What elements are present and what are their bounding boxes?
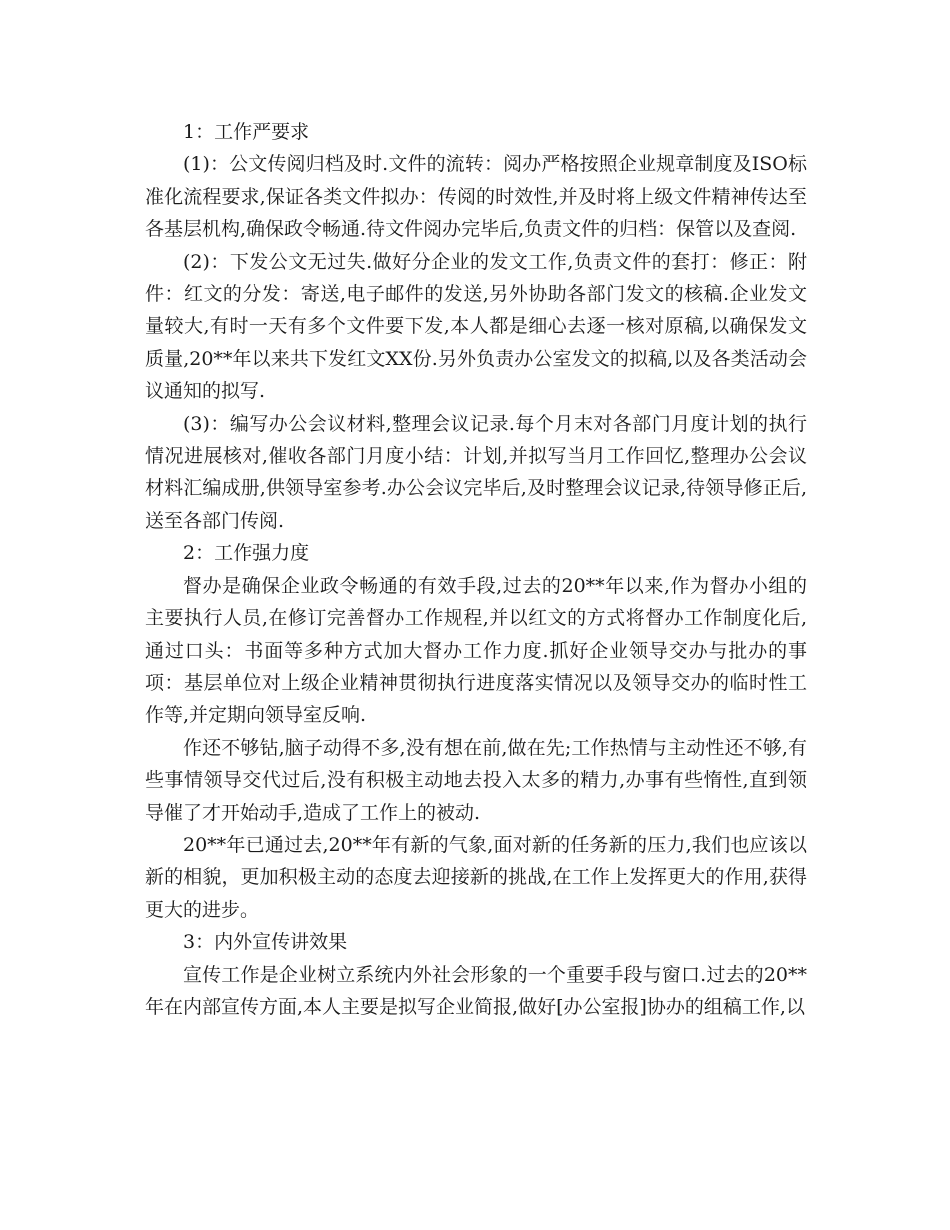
document-body — [145, 116, 807, 1023]
section-heading-1: 1：工作严要求 — [183, 121, 310, 143]
paragraph-2-2: 作还不够钻,脑子动得不多,没有想在前,做在先;工作热情与主动性还不够,有些事情领导交代过后,没有积极主动地去投入太多的精力,办事有些惰性,直到领导催了才开始动手,造成了工作上的被动. — [145, 736, 807, 824]
paragraph-1-2: (2)：下发公文无过失.做好分企业的发文工作,负责文件的套打：修正：附件：红文的分发：寄送,电子邮件的发送,另外协助各部门发文的核稿.企业发文量较大,有时一天有多个文件要下发,本人都是细心去逐一核对原稿,以确保发文质量,20**年以来共下发红文XX份.另外负责办公室发文的拟稿,以及各类活动会议通知的拟写. — [145, 250, 807, 403]
section-heading-2: 2：工作强力度 — [183, 542, 310, 565]
paragraph-2-1: 督办是确保企业政令畅通的有效手段,过去的20**年以来,作为督办小组的主要执行人员,在修订完善督办工作规程,并以红文的方式将督办工作制度化后,通过口头：书面等多种方式加大督办工作力度.抓好企业领导交办与批办的事项：基层单位对上级企业精神贯彻执行进度落实情况以及领导交办的临时性工作等,并定期向领导室反响. — [145, 574, 807, 727]
paragraph-1-1: (1)：公文传阅归档及时.文件的流转：阅办严格按照企业规章制度及ISO标准化流程要求,保证各类文件拟办：传阅的时效性,并及时将上级文件精神传达至各基层机构,确保政令畅通.待文件阅办完毕后,负责文件的归档：保管以及查阅. — [145, 153, 807, 241]
paragraph-3-1: 宣传工作是企业树立系统内外社会形象的一个重要手段与窗口.过去的20**年在内部宣传方面,本人主要是拟写企业简报,做好[办公室报]协办的组稿工作,以 — [145, 963, 807, 1018]
paragraph-2-3: 20**年已通过去,20**年有新的气象,面对新的任务新的压力,我们也应该以新的相貌，更加积极主动的态度去迎接新的挑战,在工作上发挥更大的作用,获得更大的进步。 — [145, 833, 807, 921]
paragraph-1-3: (3)：编写办公会议材料,整理会议记录.每个月末对各部门月度计划的执行情况进展核对,催收各部门月度小结：计划,并拟写当月工作回忆,整理办公会议材料汇编成册,供领导室参考.办公会议完毕后,及时整理会议记录,待领导修正后,送至各部门传阅. — [145, 412, 807, 532]
section-heading-3: 3：内外宣传讲效果 — [183, 931, 348, 954]
